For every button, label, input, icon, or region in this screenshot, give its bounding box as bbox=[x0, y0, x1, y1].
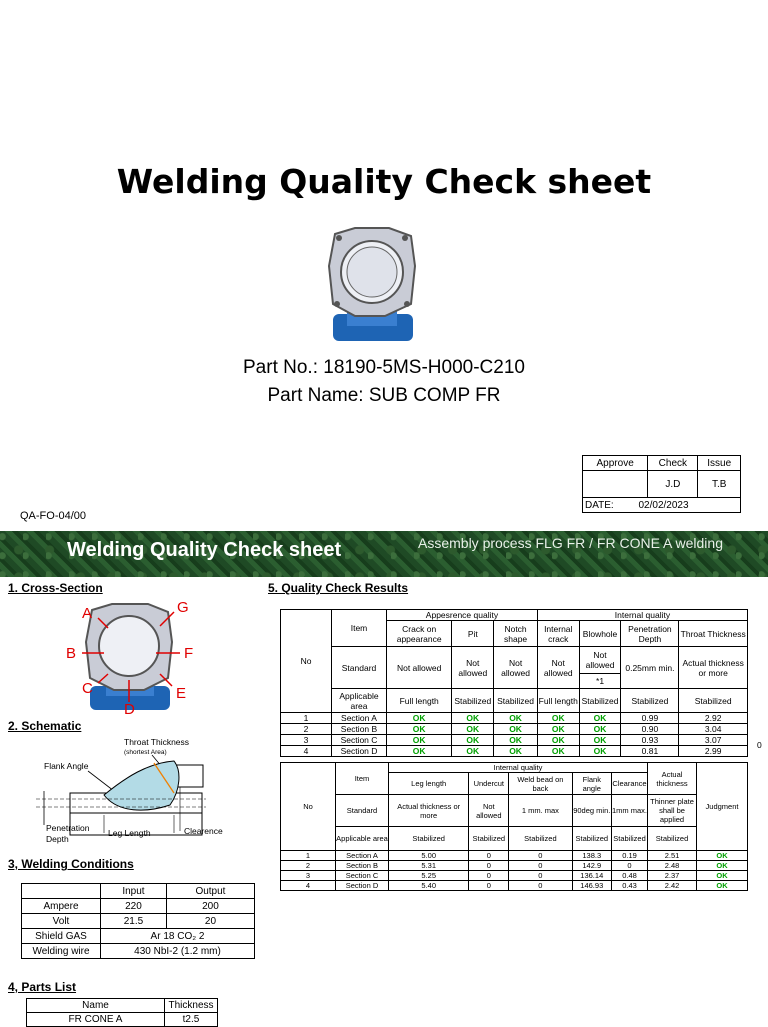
qc2-cell-val-1: 0 bbox=[469, 871, 509, 881]
results-heading: 5. Quality Check Results bbox=[268, 581, 409, 595]
volt-label: Volt bbox=[22, 914, 101, 929]
qc1-cell-val-3: OK bbox=[537, 713, 579, 724]
conditions-table bbox=[21, 883, 255, 959]
qc1-cell-val-2: OK bbox=[494, 746, 538, 757]
qc2-area-bead: Stabilized bbox=[509, 827, 572, 851]
table-row bbox=[281, 881, 748, 891]
part-thickness-cell: t2.5 bbox=[165, 1013, 218, 1027]
qc2-cell-val-3: 136.14 bbox=[572, 871, 611, 881]
throat-label: Throat Thickness bbox=[124, 737, 190, 747]
label-g: G bbox=[177, 599, 189, 616]
qc2-std-clearance: 1mm max. bbox=[612, 795, 648, 827]
qc1-area-label: Applicable area bbox=[332, 689, 387, 713]
qc1-cell-val-5: 0.93 bbox=[621, 735, 679, 746]
conditions-header-input: Input bbox=[101, 884, 167, 899]
qc1-cell-no: 4 bbox=[281, 746, 332, 757]
qc1-blowhole-note: *1 bbox=[596, 676, 605, 686]
qc1-std-penetration: 0.25mm min. bbox=[621, 647, 679, 689]
qc1-col-penetration: Penetration Depth bbox=[621, 621, 679, 647]
conditions-header-output: Output bbox=[166, 884, 254, 899]
table-row bbox=[281, 735, 748, 746]
qc2-std-leg: Actual thickness or more bbox=[389, 795, 469, 827]
qc1-std-internal-crack: Not allowed bbox=[537, 647, 579, 689]
quality-table-2 bbox=[280, 762, 748, 891]
qc2-area-flank: Stabilized bbox=[572, 827, 611, 851]
qc1-area-notch: Stabilized bbox=[494, 689, 538, 713]
qc1-cell-section: Section C bbox=[332, 735, 387, 746]
qc1-cell-no: 1 bbox=[281, 713, 332, 724]
qc1-std-throat: Actual thickness or more bbox=[679, 647, 748, 689]
qc2-cell-val-5: 2.51 bbox=[648, 851, 697, 861]
approve-value bbox=[583, 471, 648, 498]
label-d: D bbox=[124, 701, 135, 716]
qc1-cell-val-4: OK bbox=[579, 724, 621, 735]
qc1-std-pit: Not allowed bbox=[452, 647, 494, 689]
throat-sub-label: (shortest Area) bbox=[124, 749, 167, 756]
qc1-item-header: Item bbox=[332, 610, 387, 647]
gas-label: Shield GAS bbox=[22, 929, 101, 944]
label-c: C bbox=[82, 680, 93, 697]
table-row bbox=[281, 861, 748, 871]
qc1-std-blowhole: Not allowed bbox=[580, 647, 621, 674]
qc1-cell-val-6: 3.04 bbox=[679, 724, 748, 735]
issue-value: T.B bbox=[698, 471, 741, 498]
qc1-col-blowhole: Blowhole bbox=[579, 621, 621, 647]
qc1-cell-no: 3 bbox=[281, 735, 332, 746]
qc2-cell-val-6: OK bbox=[697, 871, 748, 881]
part-number: Part No.: 18190-5MS-H000-C210 bbox=[243, 357, 525, 378]
qc1-col-pit: Pit bbox=[452, 621, 494, 647]
approve-header: Approve bbox=[583, 456, 648, 471]
qc2-cell-val-2: 0 bbox=[509, 871, 572, 881]
table-row bbox=[281, 851, 748, 861]
qc1-col-notch: Notch shape bbox=[494, 621, 538, 647]
volt-input: 21.5 bbox=[101, 914, 167, 929]
issue-header: Issue bbox=[698, 456, 741, 471]
qc2-cell-val-3: 146.93 bbox=[572, 881, 611, 891]
banner-subtitle: Assembly process FLG FR / FR CONE A welding bbox=[418, 535, 723, 551]
qc2-cell-no: 4 bbox=[281, 881, 336, 891]
qc2-cell-section: Section C bbox=[336, 871, 389, 881]
qc1-cell-val-6: 2.92 bbox=[679, 713, 748, 724]
qc2-col-judgment: Judgment bbox=[697, 763, 748, 851]
qc1-col-internal-crack: Internal crack bbox=[537, 621, 579, 647]
quality-table-1 bbox=[280, 609, 748, 757]
qc2-cell-val-2: 0 bbox=[509, 851, 572, 861]
qc1-area-throat: Stabilized bbox=[679, 689, 748, 713]
qc2-col-bead: Weld bead on back bbox=[509, 773, 572, 795]
qc1-cell-val-3: OK bbox=[537, 735, 579, 746]
label-b: B bbox=[66, 645, 77, 662]
qc2-cell-section: Section B bbox=[336, 861, 389, 871]
qc1-cell-val-0: OK bbox=[387, 735, 452, 746]
qc2-cell-val-2: 0 bbox=[509, 881, 572, 891]
stray-zero: 0 bbox=[757, 740, 762, 750]
qc2-col-actual-thickness: Actual thickness bbox=[648, 763, 697, 795]
qc2-standard-label: Standard bbox=[336, 795, 389, 827]
qc2-cell-val-1: 0 bbox=[469, 851, 509, 861]
label-f: F bbox=[184, 645, 194, 662]
qc1-col-crack: Crack on appearance bbox=[387, 621, 452, 647]
ampere-label: Ampere bbox=[22, 899, 101, 914]
label-e: E bbox=[176, 685, 187, 702]
qc1-cell-val-1: OK bbox=[452, 735, 494, 746]
qc2-cell-val-4: 0.43 bbox=[612, 881, 648, 891]
qc2-item-header: Item bbox=[336, 763, 389, 795]
date-value: 02/02/2023 bbox=[638, 499, 689, 511]
qc2-cell-val-6: OK bbox=[697, 861, 748, 871]
qc1-cell-val-4: OK bbox=[579, 746, 621, 757]
qc2-cell-section: Section D bbox=[336, 881, 389, 891]
qc2-std-thickness: Thinner plate shall be applied bbox=[648, 795, 697, 827]
qc1-std-notch: Not allowed bbox=[494, 647, 538, 689]
penetration-label-2: Depth bbox=[46, 834, 69, 844]
gas-value: Ar 18 CO₂ 2 bbox=[101, 929, 255, 944]
part-name: Part Name: SUB COMP FR bbox=[267, 385, 501, 406]
qc2-cell-val-0: 5.00 bbox=[389, 851, 469, 861]
qc2-col-clearance: Clearance bbox=[612, 773, 648, 795]
qc1-cell-val-1: OK bbox=[452, 724, 494, 735]
qc1-cell-val-2: OK bbox=[494, 713, 538, 724]
approval-table bbox=[582, 455, 741, 513]
label-a: A bbox=[82, 605, 93, 622]
qc1-cell-section: Section B bbox=[332, 724, 387, 735]
qc2-cell-val-1: 0 bbox=[469, 881, 509, 891]
qc2-area-undercut: Stabilized bbox=[469, 827, 509, 851]
qc2-cell-val-6: OK bbox=[697, 851, 748, 861]
qc1-cell-val-6: 3.07 bbox=[679, 735, 748, 746]
qc2-area-leg: Stabilized bbox=[389, 827, 469, 851]
date-label: DATE: bbox=[585, 499, 614, 511]
qc2-cell-val-5: 2.48 bbox=[648, 861, 697, 871]
check-value: J.D bbox=[648, 471, 698, 498]
banner-title: Welding Quality Check sheet bbox=[67, 539, 342, 561]
qc1-col-throat: Throat Thickness bbox=[679, 621, 748, 647]
qc2-cell-val-0: 5.25 bbox=[389, 871, 469, 881]
qc1-cell-val-4: OK bbox=[579, 735, 621, 746]
wire-value: 430 NbI-2 (1.2 mm) bbox=[101, 944, 255, 959]
cross-section-heading: 1. Cross-Section bbox=[8, 581, 103, 595]
qc1-area-blowhole: Stabilized bbox=[579, 689, 621, 713]
wire-label: Welding wire bbox=[22, 944, 101, 959]
qc1-cell-val-6: 2.99 bbox=[679, 746, 748, 757]
qc2-col-leg: Leg length bbox=[389, 773, 469, 795]
conditions-heading: 3, Welding Conditions bbox=[8, 857, 134, 871]
check-header: Check bbox=[648, 456, 698, 471]
qc2-cell-val-4: 0 bbox=[612, 861, 648, 871]
qc1-cell-val-0: OK bbox=[387, 724, 452, 735]
qc2-cell-val-1: 0 bbox=[469, 861, 509, 871]
table-row bbox=[281, 713, 748, 724]
qc1-cell-val-1: OK bbox=[452, 713, 494, 724]
qc1-cell-val-0: OK bbox=[387, 746, 452, 757]
qc1-cell-val-2: OK bbox=[494, 735, 538, 746]
table-row bbox=[281, 724, 748, 735]
cover-title: Welding Quality Check sheet bbox=[116, 162, 652, 201]
parts-header-thickness: Thickness bbox=[165, 999, 218, 1013]
qc1-area-crack: Full length bbox=[387, 689, 452, 713]
qc1-cell-val-2: OK bbox=[494, 724, 538, 735]
clearance-label: Clearence bbox=[184, 826, 223, 836]
qc1-area-internal-crack: Full length bbox=[537, 689, 579, 713]
qc1-cell-val-4: OK bbox=[579, 713, 621, 724]
qc2-cell-val-6: OK bbox=[697, 881, 748, 891]
qc2-cell-val-2: 0 bbox=[509, 861, 572, 871]
qc1-cell-val-5: 0.90 bbox=[621, 724, 679, 735]
qc2-cell-val-0: 5.31 bbox=[389, 861, 469, 871]
qc2-col-flank: Flank angle bbox=[572, 773, 611, 795]
qc1-cell-val-1: OK bbox=[452, 746, 494, 757]
qc1-cell-val-3: OK bbox=[537, 724, 579, 735]
qc1-cell-no: 2 bbox=[281, 724, 332, 735]
ampere-output: 200 bbox=[166, 899, 254, 914]
qc1-cell-val-0: OK bbox=[387, 713, 452, 724]
qc2-cell-val-4: 0.19 bbox=[612, 851, 648, 861]
qc1-area-penetration: Stabilized bbox=[621, 689, 679, 713]
qc1-cell-val-3: OK bbox=[537, 746, 579, 757]
qc1-area-pit: Stabilized bbox=[452, 689, 494, 713]
qc2-area-label: Applicable area bbox=[336, 827, 389, 851]
qc2-col-undercut: Undercut bbox=[469, 773, 509, 795]
qc1-std-crack: Not allowed bbox=[387, 647, 452, 689]
qc2-area-clearance: Stabilized bbox=[612, 827, 648, 851]
qc2-cell-no: 1 bbox=[281, 851, 336, 861]
qc2-no-header: No bbox=[281, 763, 336, 851]
qc1-cell-val-5: 0.99 bbox=[621, 713, 679, 724]
penetration-label-1: Penetration bbox=[46, 823, 90, 833]
cross-section-figure bbox=[60, 598, 200, 716]
qc2-area-thickness: Stabilized bbox=[648, 827, 697, 851]
volt-output: 20 bbox=[166, 914, 254, 929]
qc1-appearance-group: Appesrence quality bbox=[387, 610, 538, 621]
qc2-cell-val-3: 138.3 bbox=[572, 851, 611, 861]
qc2-cell-val-0: 5.40 bbox=[389, 881, 469, 891]
qc1-standard-label: Standard bbox=[332, 647, 387, 689]
qc2-cell-val-4: 0.48 bbox=[612, 871, 648, 881]
table-row bbox=[281, 871, 748, 881]
leg-length-label: Leg Length bbox=[108, 828, 151, 838]
table-row bbox=[281, 746, 748, 757]
qc1-cell-section: Section A bbox=[332, 713, 387, 724]
qc2-std-undercut: Not allowed bbox=[469, 795, 509, 827]
qc1-internal-group: Internal quality bbox=[537, 610, 747, 621]
qc1-cell-val-5: 0.81 bbox=[621, 746, 679, 757]
qc2-cell-val-3: 142.9 bbox=[572, 861, 611, 871]
ampere-input: 220 bbox=[101, 899, 167, 914]
form-code: QA-FO-04/00 bbox=[20, 510, 87, 522]
qc2-std-bead: 1 mm. max bbox=[509, 795, 572, 827]
part-name-cell: FR CONE A bbox=[27, 1013, 165, 1027]
parts-heading: 4, Parts List bbox=[8, 980, 77, 994]
qc1-no-header: No bbox=[281, 610, 332, 713]
part-image bbox=[325, 226, 419, 341]
qc2-cell-no: 2 bbox=[281, 861, 336, 871]
schematic-figure bbox=[30, 735, 230, 847]
qc2-cell-no: 3 bbox=[281, 871, 336, 881]
qc2-cell-section: Section A bbox=[336, 851, 389, 861]
qc2-cell-val-5: 2.42 bbox=[648, 881, 697, 891]
qc2-internal-group: Internal quality bbox=[389, 763, 648, 773]
flank-label: Flank Angle bbox=[44, 761, 89, 771]
qc1-cell-section: Section D bbox=[332, 746, 387, 757]
parts-table bbox=[26, 998, 218, 1027]
parts-header-name: Name bbox=[27, 999, 165, 1013]
conditions-header-blank bbox=[22, 884, 101, 899]
qc2-cell-val-5: 2.37 bbox=[648, 871, 697, 881]
qc2-std-flank: 90deg min. bbox=[572, 795, 611, 827]
schematic-heading: 2. Schematic bbox=[8, 719, 82, 733]
